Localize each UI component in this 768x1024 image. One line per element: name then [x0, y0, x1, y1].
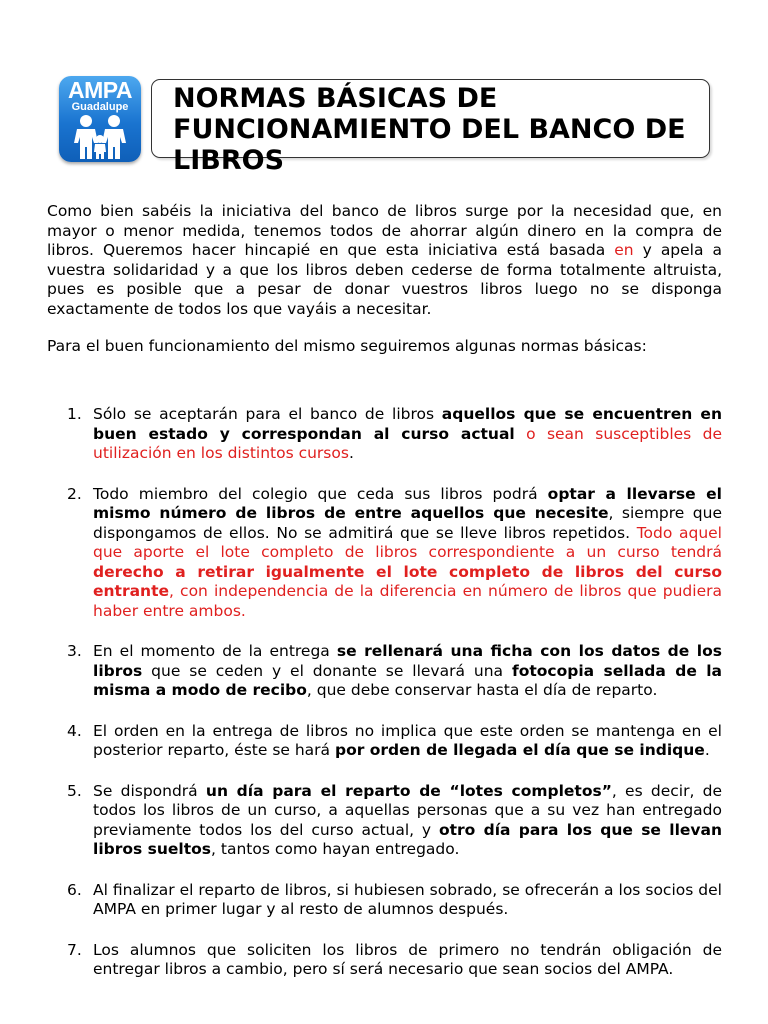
rule-text: Los alumnos que soliciten los libros de primero no tendrán obligación de entregar libros a cambio, pero sí será necesario que sean socios del AMPA. — [93, 940, 722, 978]
family-icon — [71, 114, 129, 160]
rule-text: El orden en la entrega de libros no implica que este orden se mantenga en el posterior reparto, éste se hará — [93, 721, 722, 759]
rule-item-5 — [47, 782, 722, 860]
rule-item-6 — [47, 881, 722, 920]
intro-text-red: en — [614, 241, 634, 259]
rule-item-1 — [47, 405, 722, 464]
rule-number: 4. — [67, 721, 82, 740]
ampa-logo — [59, 76, 141, 162]
lead-paragraph: Para el buen funcionamiento del mismo seguiremos algunas normas básicas: — [47, 337, 647, 355]
rule-text-red-bold: derecho a retirar igualmente el lote completo de libros del curso entrante — [93, 562, 722, 600]
rule-text: Todo miembro del colegio que ceda sus libros podrá — [93, 484, 548, 503]
rule-number: 1. — [67, 405, 82, 423]
rule-text-red: , con independencia de la diferencia en número de libros que pudiera haber entre ambos. — [93, 582, 722, 620]
page-title: NORMAS BÁSICAS DE FUNCIONAMIENTO DEL BANCO DE LIBROS — [173, 83, 686, 176]
rule-item-7 — [47, 941, 722, 980]
rule-number: 5. — [67, 781, 82, 800]
rule-text: . — [704, 741, 710, 759]
logo-text-ampa: AMPA — [67, 77, 132, 103]
rule-text-bold: por orden de llegada el día que se indique — [334, 741, 705, 759]
rule-text-bold: se rellenará una ficha con los datos de los libros — [93, 642, 722, 680]
rule-text-bold: un día para el reparto de “lotes completos” — [205, 781, 612, 800]
rule-number: 2. — [67, 484, 82, 503]
logo-text-guadalupe: Guadalupe — [71, 101, 129, 113]
rule-text-bold: otro día para los que se llevan libros sueltos — [93, 820, 722, 858]
rule-text: , siempre que dispongamos de ellos. No se admitirá que se lleve libros repetidos. — [93, 504, 722, 542]
rules-list — [47, 405, 722, 1001]
rule-number: 3. — [67, 642, 82, 660]
rule-text: , tantos como hayan entregado. — [211, 840, 460, 858]
intro-text-1: Como bien sabéis la iniciativa del banco de libros surge por la necesidad que, en mayor o menor medida, tenemos todos de ahorrar algún dinero en la compra de libros. Queremos hacer hincapié en que esta iniciativa está basada — [47, 202, 722, 259]
rule-text-red: o sean susceptibles de utilización en los distintos cursos — [93, 424, 722, 462]
intro-text-2: y apela a vuestra solidaridad y a que los libros deben cederse de forma totalmente altruista, pues es posible que a pesar de donar vuestros libros luego no se disponga exactamente de todos los que vayáis a necesitar. — [47, 241, 722, 318]
rule-text: , es decir, de todos los libros de un curso, a aquellas personas que a su vez han entregado previamente todos los del curso actual, y — [93, 781, 722, 839]
rule-item-3 — [47, 642, 722, 701]
intro-paragraph — [47, 202, 722, 319]
rule-item-4 — [47, 722, 722, 761]
rule-text-bold: fotocopia sellada de la misma a modo de recibo — [93, 661, 722, 699]
rule-item-2 — [47, 485, 722, 622]
rule-number: 6. — [67, 880, 82, 899]
rule-text-bold: aquellos que se encuentren en buen estado y correspondan al curso actual — [93, 405, 722, 443]
rule-text: que se ceden y el donante se llevará una — [142, 661, 512, 680]
rule-number: 7. — [67, 940, 82, 959]
rule-text: Al finalizar el reparto de libros, si hubiesen sobrado, se ofrecerán a los socios del AMPA en primer lugar y al resto de alumnos después. — [93, 880, 722, 918]
rule-text: En el momento de la entrega — [93, 642, 337, 660]
rule-text: Sólo se aceptarán para el banco de libros — [93, 405, 442, 423]
rule-text-red: Todo aquel que aporte el lote completo de libros correspondiente a un curso tendrá — [93, 523, 722, 561]
rule-text: Se dispondrá — [93, 781, 206, 800]
rule-text: , que debe conservar hasta el día de reparto. — [306, 681, 658, 699]
rule-text: . — [348, 444, 354, 462]
rule-text-bold: optar a llevarse el mismo número de libros de entre aquellos que necesite — [93, 484, 722, 522]
